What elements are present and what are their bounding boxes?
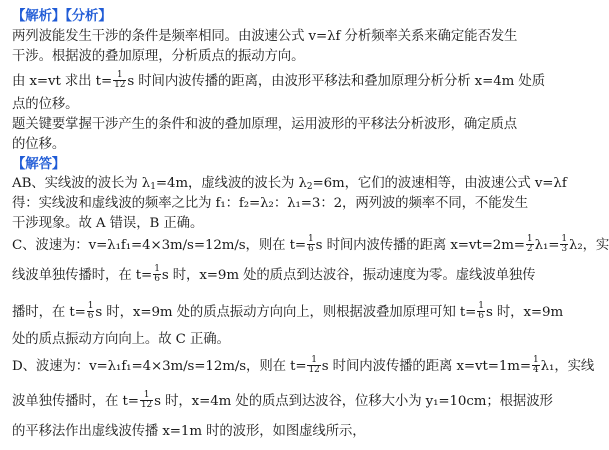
answer-c-line-2 (12, 266, 548, 286)
text-segment: s 时间内波传播的距离 x=vt=1m= (321, 359, 532, 374)
fraction-denominator: 6 (308, 244, 314, 254)
fraction-denominator: 3 (561, 244, 567, 254)
fraction (560, 235, 568, 254)
answer-c-line-4: 处的质点振动方向向上。故 C 正确。 (12, 332, 230, 347)
fraction-numerator: 1 (307, 356, 320, 366)
fraction (113, 71, 126, 90)
fraction (307, 235, 315, 254)
text-segment: λ₁，实线 (540, 359, 595, 374)
header-tags (12, 6, 548, 27)
fraction-denominator: 6 (154, 274, 160, 284)
fraction-numerator: 1 (154, 264, 160, 274)
text-segment: 线波单独传播时，在 t= (12, 268, 153, 283)
fraction-numerator: 1 (526, 234, 533, 244)
answer-d-line-2 (12, 390, 553, 412)
answer-c-line-1 (12, 234, 609, 256)
text-segment: =6m，它们的波速相等，由波速公式 v=λf (312, 176, 567, 191)
text-segment: C、波速为：v=λ₁f₁=4×3m/s=12m/s，则在 t= (12, 238, 306, 253)
fraction-denominator: 6 (87, 311, 94, 321)
tag-jieda: 【解答】 (12, 156, 66, 172)
fraction-numerator: 1 (113, 71, 126, 81)
answer-d-line-3: 的平移法作出虚线波传播 x=1m 时的波形，如图虚线所示， (12, 424, 366, 439)
fraction (477, 302, 485, 321)
subscript: 2 (306, 182, 313, 192)
fraction-denominator: 4 (533, 365, 539, 375)
fraction-denominator: 6 (478, 311, 484, 321)
fraction (307, 356, 320, 375)
fraction (140, 391, 153, 410)
text-segment: s 时，x=9m 处的质点到达波谷，振动速度为零。虚线波单独传 (161, 268, 536, 283)
fraction-denominator: 12 (140, 400, 153, 410)
text-segment: s 时，x=9m (485, 305, 564, 320)
fraction (532, 356, 540, 375)
text-segment: s 时，x=4m 处的质点到达波谷，位移大小为 y₁=10cm；根据波形 (154, 394, 553, 409)
fraction (87, 302, 95, 321)
fraction-numerator: 1 (533, 355, 539, 365)
analysis-line-6: 的位移。 (12, 137, 66, 152)
fraction-denominator: 12 (308, 365, 320, 375)
tag-jiexi: 【解析】 (12, 8, 66, 24)
fraction-numerator: 1 (308, 234, 314, 244)
analysis-line-3 (12, 72, 548, 92)
answer-d-line-1 (12, 355, 595, 377)
text-segment: 波单独传播时，在 t= (12, 394, 139, 409)
answer-ab-line-2: 得：实线波和虚线波的频率之比为 f₁：f₂=λ₂：λ₁=3：2，两列波的频率不同，不能发生 (12, 196, 529, 211)
fraction-numerator: 1 (478, 301, 484, 311)
tag-fenxi: 【分析】 (65, 8, 112, 24)
analysis-line-5: 题关键要掌握干涉产生的条件和波的叠加原理，运用波形的平移法分析波形，确定质点 (12, 117, 518, 132)
fraction-numerator: 1 (140, 391, 153, 401)
text-segment: λ₁= (534, 238, 560, 253)
fraction-denominator: 12 (114, 80, 126, 90)
answer-ab-line-3: 干涉现象。故 A 错误，B 正确。 (12, 216, 204, 231)
analysis-line-2: 干涉。根据波的叠加原理，分析质点的振动方向。 (12, 49, 305, 64)
text-segment: s 时间内波传播的距离 x=vt=2m= (315, 238, 525, 253)
analysis-line-1: 两列波能发生干涉的条件是频率相同。由波速公式 v=λf 分析频率关系来确定能否发生 (12, 29, 518, 44)
analysis-line-4: 点的位移。 (12, 97, 79, 112)
text-segment: D、波速为：v=λ₁f₁=4×3m/s=12m/s，则在 t= (12, 359, 307, 374)
text-segment: 播时，在 t= (12, 305, 86, 320)
text-segment: AB、实线波的波长为 λ (12, 176, 151, 191)
subscript: 1 (150, 182, 156, 192)
text-segment: =4m，虚线波的波长为 λ (155, 176, 307, 191)
text-segment: s 时，x=9m 处的质点振动方向向上，则根据波叠加原理可知 t= (95, 305, 477, 320)
text-segment: s 时间内波传播的距离，由波形平移法和叠加原理分析分析 x=4m 处质 (127, 74, 546, 89)
fraction (526, 235, 534, 254)
answer-header (12, 154, 548, 175)
text-segment: 由 x=vt 求出 t= (12, 74, 113, 89)
fraction (153, 265, 161, 284)
fraction-denominator: 2 (526, 244, 533, 254)
answer-c-line-3 (12, 301, 564, 323)
fraction-numerator: 1 (561, 234, 567, 244)
text-segment: λ₂，实 (568, 238, 609, 253)
fraction-numerator: 1 (87, 301, 94, 311)
